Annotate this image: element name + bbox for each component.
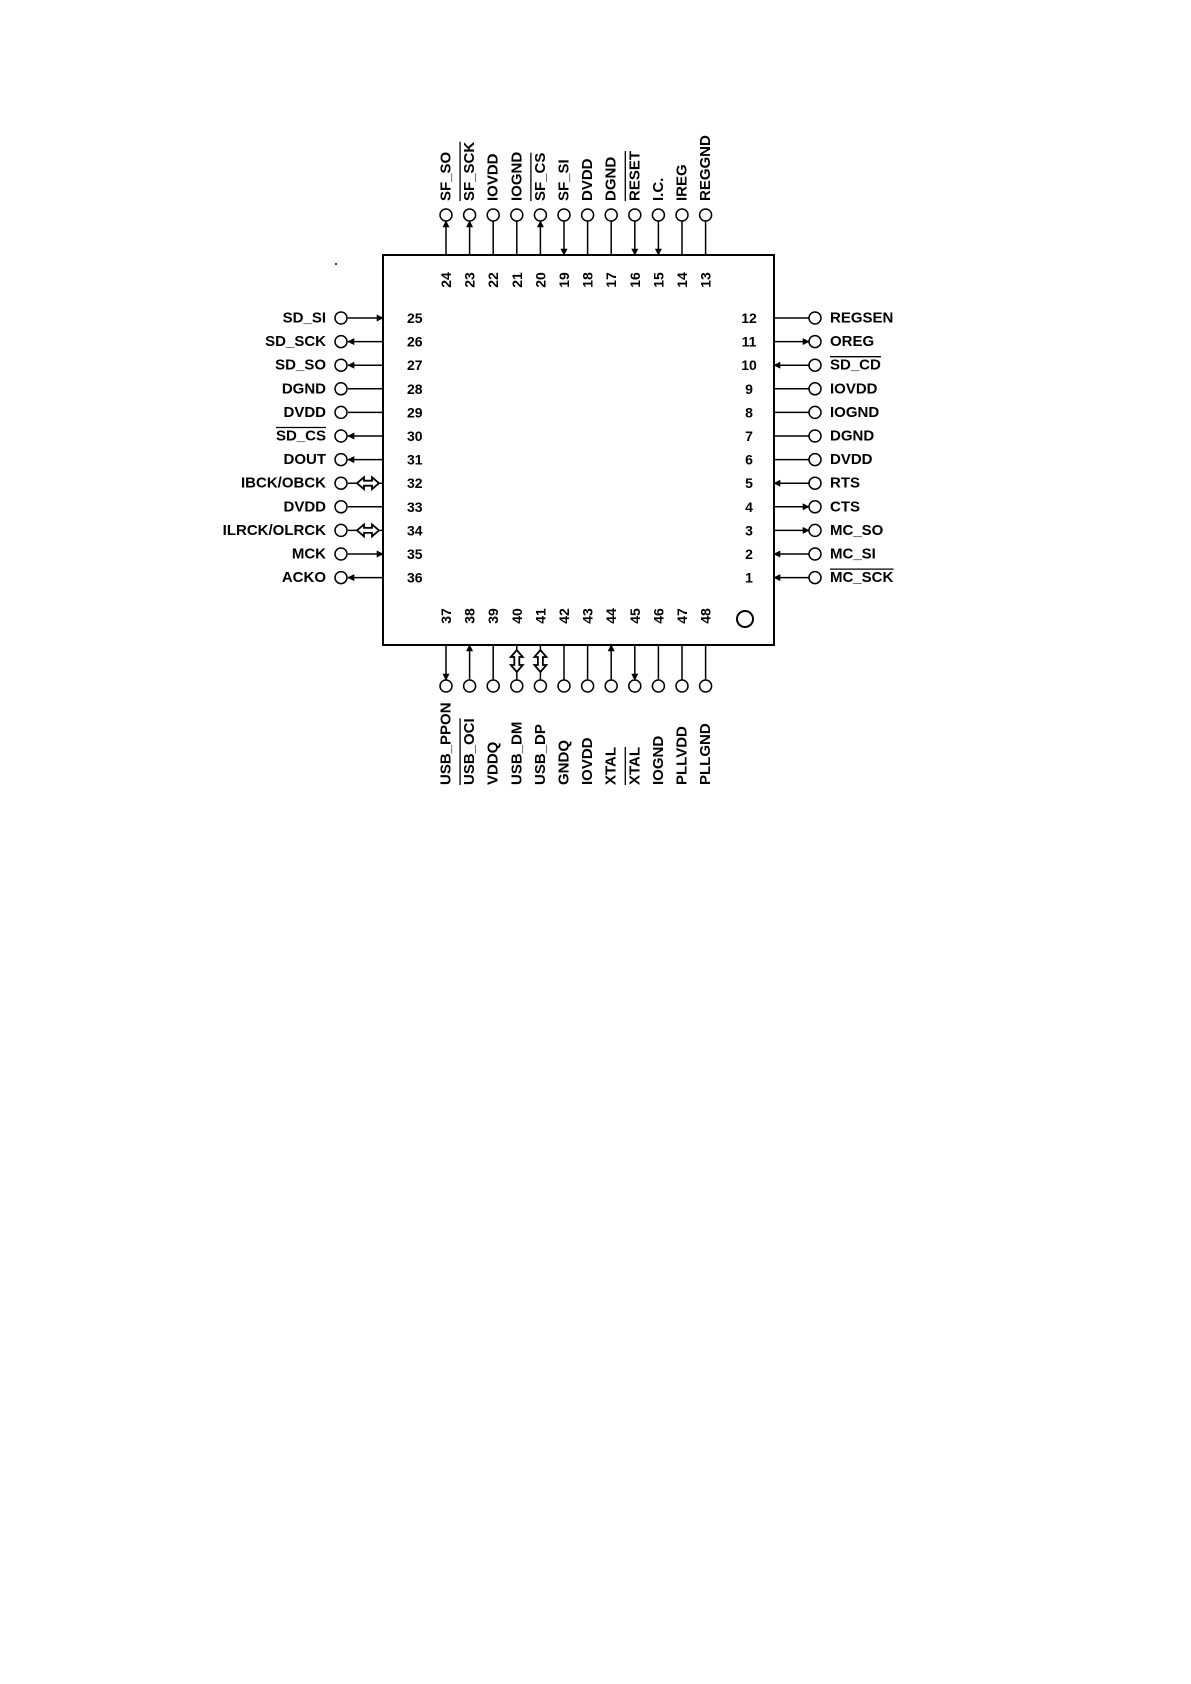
- pin-number-11: 11: [741, 333, 757, 350]
- pin-terminal-12: [809, 312, 821, 324]
- pin-label-32: IBCK/OBCK: [241, 474, 326, 492]
- pin-terminal-7: [809, 430, 821, 442]
- pin-label-20: SF_CS: [531, 152, 549, 201]
- pin-terminal-22: [487, 209, 499, 221]
- pin-terminal-9: [809, 383, 821, 395]
- pin-number-20: 20: [532, 272, 549, 288]
- pin-label-31: DOUT: [283, 451, 326, 469]
- pin-terminal-23: [464, 209, 476, 221]
- pin-label-10: SD_CD: [830, 356, 881, 374]
- pin-number-14: 14: [674, 272, 690, 288]
- pin-terminal-13: [700, 209, 712, 221]
- pin-terminal-19: [558, 209, 570, 221]
- pin-label-21: IOGND: [508, 151, 526, 201]
- pin-label-1: MC_SCK: [830, 569, 894, 587]
- pin-label-23: SF_SCK: [461, 141, 479, 201]
- pin-number-23: 23: [461, 272, 478, 288]
- pin-label-4: CTS: [830, 498, 860, 516]
- pin-label-3: MC_SO: [830, 521, 884, 539]
- pin-terminal-6: [809, 454, 821, 466]
- pin-label-28: DGND: [281, 380, 326, 398]
- pin-terminal-5: [809, 477, 821, 489]
- pin-number-36: 36: [407, 569, 423, 586]
- pin-number-33: 33: [407, 498, 423, 515]
- pin-number-26: 26: [407, 333, 423, 350]
- pin-number-3: 3: [745, 522, 753, 539]
- pin-label-39: VDDQ: [484, 741, 502, 785]
- pin-number-18: 18: [579, 272, 596, 288]
- pin-label-14: IREG: [673, 164, 691, 201]
- pin-number-21: 21: [508, 272, 525, 288]
- pin-label-37: USB_PPON: [437, 702, 455, 785]
- pin-number-4: 4: [745, 498, 753, 515]
- pin-label-29: DVDD: [283, 403, 326, 421]
- pin-label-45: XTAL: [626, 746, 644, 785]
- pin-number-5: 5: [745, 475, 753, 492]
- pin-number-37: 37: [438, 608, 454, 624]
- pin-number-15: 15: [650, 272, 667, 288]
- pin-label-27: SD_SO: [275, 356, 326, 374]
- pin-label-22: IOVDD: [484, 153, 502, 201]
- pin-terminal-27: [335, 359, 347, 371]
- pin-label-9: IOVDD: [830, 380, 878, 398]
- pin-label-34: ILRCK/OLRCK: [222, 521, 326, 539]
- pin-number-29: 29: [407, 404, 423, 421]
- pin-terminal-21: [511, 209, 523, 221]
- pin-terminal-37: [440, 680, 452, 692]
- pin-number-8: 8: [745, 404, 753, 421]
- pin-terminal-28: [335, 383, 347, 395]
- pin-number-39: 39: [485, 608, 502, 624]
- pin-label-38: USB_OCI: [461, 718, 479, 785]
- pin-terminal-40: [511, 680, 523, 692]
- chip-package-outline: [383, 255, 774, 645]
- pin-terminal-43: [582, 680, 594, 692]
- pin-label-42: GNDQ: [555, 740, 573, 785]
- pin-number-34: 34: [407, 522, 423, 539]
- pin-label-17: DGND: [602, 156, 620, 201]
- pin-terminal-11: [809, 336, 821, 348]
- pin-terminal-38: [464, 680, 476, 692]
- pin-label-6: DVDD: [830, 451, 873, 469]
- pin-label-43: IOVDD: [579, 737, 597, 785]
- pin-number-32: 32: [407, 475, 423, 492]
- pin-number-44: 44: [603, 608, 620, 624]
- pin-label-48: PLLGND: [697, 723, 715, 785]
- pin-terminal-29: [335, 406, 347, 418]
- pin-number-27: 27: [407, 357, 423, 374]
- pin-number-6: 6: [745, 451, 753, 468]
- pin-number-13: 13: [697, 272, 714, 288]
- pin-terminal-14: [676, 209, 688, 221]
- pin-number-41: 41: [532, 608, 549, 624]
- pin-label-40: USB_DM: [508, 721, 526, 785]
- pin-terminal-42: [558, 680, 570, 692]
- pin-terminal-10: [809, 359, 821, 371]
- pin-label-46: IOGND: [649, 735, 667, 785]
- pin-terminal-17: [605, 209, 617, 221]
- pin-label-2: MC_SI: [830, 545, 876, 563]
- pin-label-44: XTAL: [602, 746, 620, 785]
- pin-label-8: IOGND: [830, 403, 880, 421]
- pin-number-31: 31: [407, 451, 423, 468]
- pin-terminal-44: [605, 680, 617, 692]
- pin-terminal-15: [652, 209, 664, 221]
- pin-label-15: I.C.: [649, 177, 667, 201]
- pin-terminal-16: [629, 209, 641, 221]
- pin-terminal-18: [582, 209, 594, 221]
- pin-terminal-32: [335, 477, 347, 489]
- pin-label-30: SD_CS: [275, 427, 326, 445]
- pin-bidir-arrow-34: [357, 524, 379, 536]
- pin-label-35: MCK: [291, 545, 326, 563]
- pin-terminal-26: [335, 336, 347, 348]
- pin-label-41: USB_DP: [531, 724, 549, 785]
- pin-number-24: 24: [438, 272, 454, 288]
- pin-number-30: 30: [407, 428, 423, 444]
- pin-terminal-30: [335, 430, 347, 442]
- pin-number-22: 22: [485, 272, 502, 288]
- pin-label-16: RESET: [626, 150, 644, 201]
- pin-number-25: 25: [407, 310, 423, 326]
- pin-label-18: DVDD: [579, 158, 597, 201]
- pin-terminal-35: [335, 548, 347, 560]
- pin-label-5: RTS: [830, 474, 860, 492]
- pin-terminal-39: [487, 680, 499, 692]
- pin-number-45: 45: [626, 608, 643, 624]
- pin1-indicator: [737, 611, 753, 627]
- pin-bidir-arrow-32: [357, 477, 379, 489]
- pin-terminal-31: [335, 454, 347, 466]
- pin-number-17: 17: [603, 272, 620, 288]
- pin-label-47: PLLVDD: [673, 726, 691, 785]
- pin-label-36: ACKO: [281, 569, 326, 587]
- pin-label-11: OREG: [830, 333, 875, 351]
- pin-number-2: 2: [745, 546, 753, 562]
- pin-terminal-25: [335, 312, 347, 324]
- pin-label-26: SD_SCK: [265, 333, 326, 351]
- pin-number-35: 35: [407, 546, 423, 562]
- pin-label-24: SF_SO: [437, 151, 455, 201]
- pin-number-1: 1: [745, 569, 753, 586]
- pin-label-13: REGGND: [697, 135, 715, 201]
- pin-terminal-4: [809, 501, 821, 513]
- pin-number-12: 12: [741, 310, 757, 326]
- pin-number-42: 42: [556, 608, 572, 624]
- pin-number-9: 9: [745, 380, 753, 397]
- pins-layer: [223, 135, 894, 785]
- pin-label-19: SF_SI: [555, 159, 573, 201]
- pin-terminal-34: [335, 524, 347, 536]
- pin-terminal-2: [809, 548, 821, 560]
- pin-label-33: DVDD: [283, 498, 326, 516]
- pin-number-48: 48: [697, 608, 714, 624]
- pin-terminal-45: [629, 680, 641, 692]
- pin-number-43: 43: [579, 608, 596, 624]
- pin-terminal-36: [335, 572, 347, 584]
- stray-dot: [335, 263, 337, 265]
- pin-bidir-arrow-41: [534, 650, 546, 672]
- pin-number-47: 47: [674, 608, 690, 624]
- pin-label-25: SD_SI: [282, 309, 326, 327]
- pin-terminal-46: [652, 680, 664, 692]
- pin-terminal-48: [700, 680, 712, 692]
- pin-number-40: 40: [508, 608, 525, 624]
- pin-terminal-33: [335, 501, 347, 513]
- pin-terminal-1: [809, 572, 821, 584]
- pin-number-28: 28: [407, 380, 423, 397]
- pin-number-16: 16: [626, 272, 643, 288]
- pin-label-7: DGND: [830, 427, 875, 445]
- pin-terminal-20: [534, 209, 546, 221]
- pin-number-10: 10: [741, 357, 757, 374]
- pin-number-38: 38: [461, 608, 478, 624]
- pin-number-19: 19: [556, 272, 572, 288]
- pin-terminal-8: [809, 406, 821, 418]
- pin-terminal-47: [676, 680, 688, 692]
- pin-terminal-3: [809, 524, 821, 536]
- pin-bidir-arrow-40: [511, 650, 523, 672]
- pin-number-7: 7: [745, 428, 753, 444]
- pin-number-46: 46: [650, 608, 667, 624]
- pin-terminal-24: [440, 209, 452, 221]
- pin-terminal-41: [534, 680, 546, 692]
- pin-label-12: REGSEN: [830, 309, 894, 327]
